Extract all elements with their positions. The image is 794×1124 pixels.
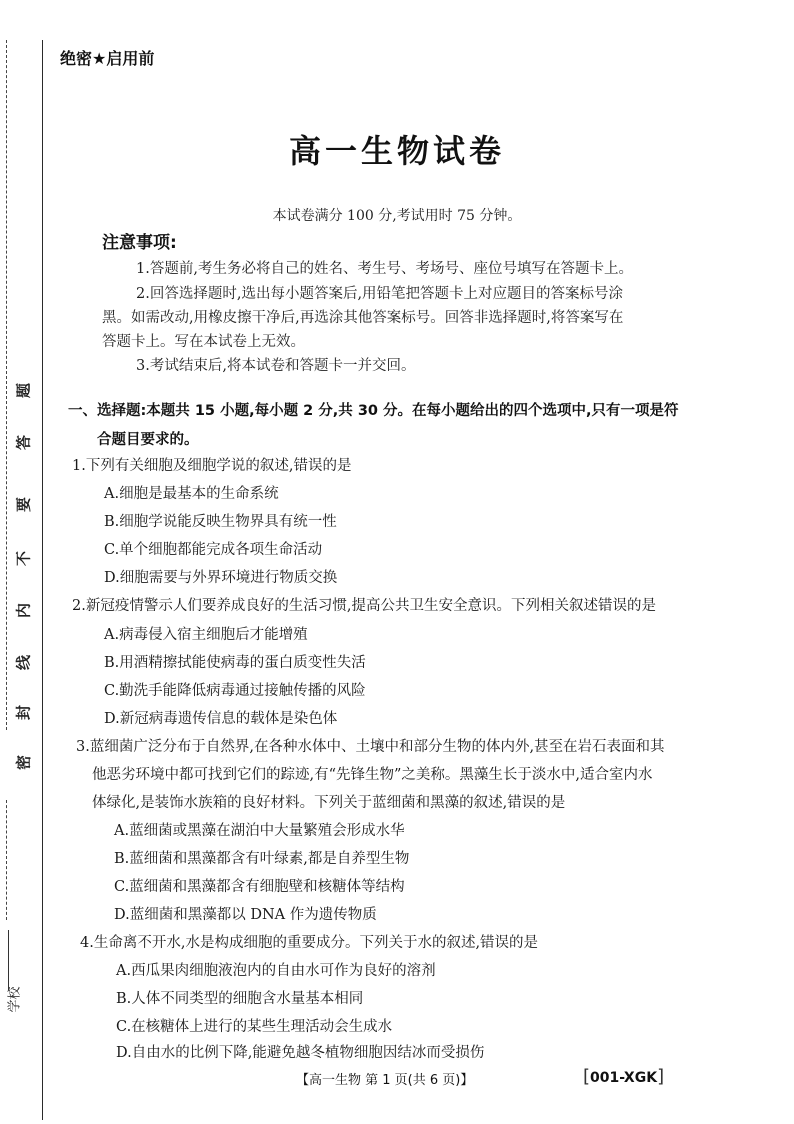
binding-label: 密 — [14, 755, 33, 771]
cut-line-lower — [6, 800, 7, 920]
answer-option: B.细胞学说能反映生物界具有统一性 — [104, 514, 337, 530]
answer-option: D.自由水的比例下降,能避免越冬植物细胞因结冰而受损伤 — [116, 1045, 485, 1061]
notice-item: 答题卡上。写在本试卷上无效。 — [102, 334, 305, 350]
answer-option: A.西瓜果肉细胞液泡内的自由水可作为良好的溶剂 — [116, 963, 436, 979]
notice-item: 3.考试结束后,将本试卷和答题卡一并交回。 — [136, 358, 416, 374]
question-stem: 体绿化,是装饰水族箱的良好材料。下列关于蓝细菌和黑藻的叙述,错误的是 — [92, 795, 566, 811]
binding-rule — [42, 40, 43, 1120]
question-stem: 他恶劣环境中都可找到它们的踪迹,有“先锋生物”之美称。黑藻生长于淡水中,适合室内水 — [92, 767, 653, 783]
binding-label: 线 — [14, 655, 33, 671]
answer-option: B.用酒精擦拭能使病毒的蛋白质变性失活 — [104, 655, 366, 671]
notice-heading: 注意事项: — [102, 233, 177, 253]
section-heading-line: 一、选择题:本题共 15 小题,每小题 2 分,共 30 分。在每小题给出的四个选项中,只有一项是符 — [68, 403, 679, 419]
question-stem: 2.新冠疫情警示人们要养成良好的生活习惯,提高公共卫生安全意识。下列相关叙述错误的是 — [72, 598, 656, 614]
exam-code-text: 001-XGK — [590, 1070, 658, 1086]
answer-option: B.蓝细菌和黑藻都含有叶绿素,都是自养型生物 — [114, 851, 410, 867]
exam-info: 本试卷满分 100 分,考试用时 75 分钟。 — [272, 208, 522, 224]
answer-option: C.勤洗手能降低病毒通过接触传播的风险 — [104, 683, 366, 699]
answer-option: C.蓝细菌和黑藻都含有细胞壁和核糖体等结构 — [114, 879, 405, 895]
answer-option: D.新冠病毒遗传信息的载体是染色体 — [104, 711, 338, 727]
question-stem: 3.蓝细菌广泛分布于自然界,在各种水体中、土壤中和部分生物的体内外,甚至在岩石表面和其 — [76, 739, 665, 755]
binding-label: 要 — [14, 497, 33, 513]
notice-item: 1.答题前,考生务必将自己的姓名、考生号、考场号、座位号填写在答题卡上。 — [136, 261, 633, 277]
notice-item: 黑。如需改动,用橡皮擦干净后,再选涂其他答案标号。回答非选择题时,将答案写在 — [102, 310, 624, 326]
question-stem: 4.生命离不开水,水是构成细胞的重要成分。下列关于水的叙述,错误的是 — [80, 935, 539, 951]
notice-item: 2.回答选择题时,选出每小题答案后,用铅笔把答题卡上对应题目的答案标号涂 — [136, 286, 624, 302]
answer-option: A.蓝细菌或黑藻在湖泊中大量繁殖会形成水华 — [114, 823, 405, 839]
answer-option: C.在核糖体上进行的某些生理活动会生成水 — [116, 1019, 393, 1035]
answer-option: D.细胞需要与外界环境进行物质交换 — [104, 570, 338, 586]
binding-label: 答 — [14, 435, 33, 451]
exam-code: [001-XGK] — [583, 1066, 665, 1087]
binding-label: 不 — [14, 551, 33, 567]
binding-label: 封 — [14, 705, 33, 721]
answer-option: A.细胞是最基本的生命系统 — [104, 486, 279, 502]
confidential-mark: 绝密★启用前 — [60, 49, 155, 68]
answer-option: D.蓝细菌和黑藻都以 DNA 作为遗传物质 — [114, 907, 377, 923]
binding-label: 内 — [14, 603, 33, 619]
question-stem: 1.下列有关细胞及细胞学说的叙述,错误的是 — [72, 458, 352, 474]
answer-option: A.病毒侵入宿主细胞后才能增殖 — [104, 627, 308, 643]
section-heading-line: 合题目要求的。 — [97, 432, 199, 448]
answer-option: C.单个细胞都能完成各项生命活动 — [104, 542, 323, 558]
page-title: 高一生物试卷 — [288, 132, 505, 170]
answer-option: B.人体不同类型的细胞含水量基本相同 — [116, 991, 364, 1007]
school-label: 学校 — [7, 986, 23, 1013]
section-heading — [68, 397, 768, 455]
binding-label: 题 — [14, 383, 33, 399]
page-footer: 【高一生物 第 1 页(共 6 页)】 — [296, 1073, 474, 1088]
school-fill-line — [8, 930, 9, 990]
